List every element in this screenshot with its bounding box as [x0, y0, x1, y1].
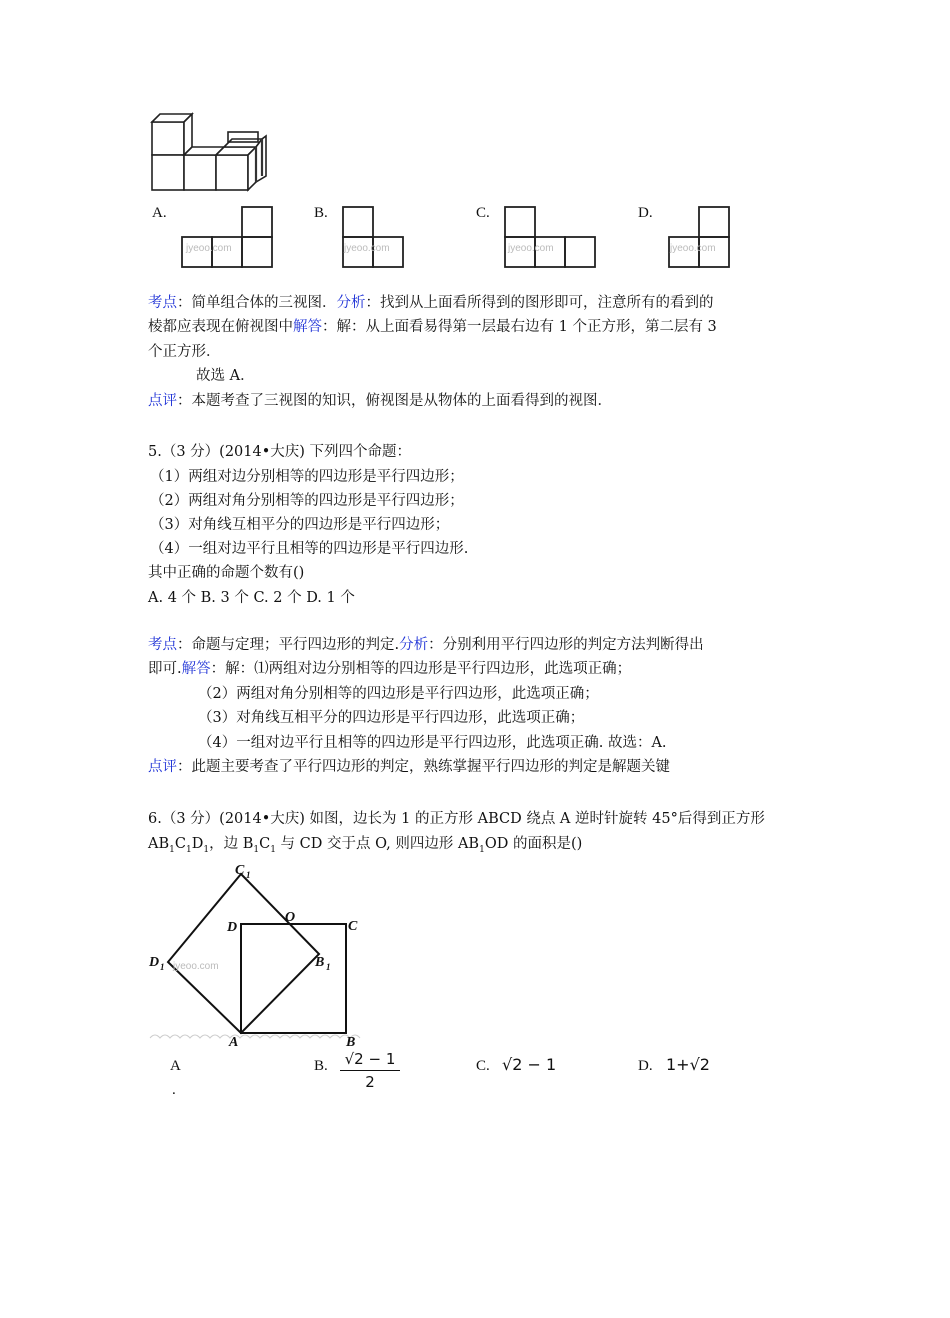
jieda-text: ：解：从上面看易得第一层最右边有 1 个正方形，第二层有 3: [322, 319, 717, 335]
dianping-text: ：本题考查了三视图的知识，俯视图是从物体的上面看得到的视图．: [177, 393, 612, 409]
q6-option-d-label: D.: [638, 1058, 653, 1074]
watermark: jyeoo.com: [173, 961, 219, 972]
kaodian-label: 考点: [148, 637, 177, 653]
label-c1: C: [235, 863, 245, 878]
q6-header-line-2: $AB_1C_1D_1$，边 $B_1C_1$ 与 CD 交于点 O, 则四边形 $AB_1OD$ 的面积是(): [148, 836, 583, 855]
label-b1: B: [315, 955, 325, 970]
q4-analysis-line-3: [148, 340, 221, 364]
label-o: O: [285, 910, 296, 925]
dianping-text: ：此题主要考查了平行四边形的判定，熟练掌握平行四边形的判定是解题关键: [177, 759, 670, 775]
q6-option-b-label: B.: [314, 1058, 328, 1074]
rotated-square-figure: [145, 862, 375, 1050]
fraction-numerator: √2 − 1: [340, 1050, 400, 1071]
svg-text:1: 1: [246, 870, 251, 880]
q5-jieda-line-2: （2）两组对角分别相等的四边形是平行四边形，此选项正确；: [198, 686, 599, 702]
svg-text:1: 1: [160, 962, 165, 972]
q5-item-2: （2）两组对角分别相等的四边形是平行四边形；: [150, 493, 464, 509]
label-c: C: [348, 919, 358, 934]
jieda-text-cont: 个正方形．: [148, 344, 221, 360]
label-d1: D: [149, 955, 160, 970]
q4-option-a-figure: [180, 206, 275, 271]
q4-option-b-label: B.: [314, 205, 328, 221]
fenxi-label: 分析: [399, 637, 429, 653]
q4-option-d-label: D.: [638, 205, 653, 221]
svg-text:1: 1: [326, 962, 331, 972]
kaodian-label: 考点: [148, 295, 177, 311]
q5-header: 5.（3 分）(2014•大庆) 下列四个命题：: [148, 444, 412, 460]
watermark: jyeoo.com: [508, 243, 554, 254]
fenxi-text: ：分别利用平行四边形的判定方法判断得出: [428, 637, 704, 653]
label-a: A: [229, 1035, 239, 1050]
q4-option-c-label: C.: [476, 205, 490, 221]
jieda-answer: 故选 A．: [196, 368, 255, 384]
q4-option-c-figure: [503, 206, 603, 271]
jieda-label: 解答: [293, 319, 322, 335]
label-d: D: [227, 920, 238, 935]
watermark: jyeoo.com: [186, 243, 232, 254]
fenxi-text-cont: 即可.: [148, 661, 182, 677]
cube-stack-figure: [150, 110, 280, 195]
q6-option-c-expr: √2 − 1: [502, 1055, 557, 1074]
fenxi-text: ：找到从上面看所得到的图形即可，注意所有的看到的: [365, 295, 714, 311]
label-b: B: [346, 1035, 356, 1050]
q5-analysis-line-2: [148, 657, 631, 681]
q4-option-b-figure: [341, 206, 411, 271]
q4-option-a-label: A.: [152, 205, 167, 221]
dianping-label: 点评: [148, 393, 177, 409]
jieda-text: ：解：⑴两组对边分别相等的四边形是平行四边形，此选项正确；: [210, 661, 632, 677]
kaodian-text: ：简单组合体的三视图．: [177, 295, 337, 311]
q5-analysis-line-1: [148, 633, 704, 657]
q6-option-d-expr: 1+√2: [666, 1055, 710, 1074]
dianping-label: 点评: [148, 759, 177, 775]
q6-option-c-label: C.: [476, 1058, 490, 1074]
q5-choices: A. 4 个 B. 3 个 C. 2 个 D. 1 个: [148, 590, 355, 606]
q6-option-a-dot: .: [172, 1082, 176, 1098]
q4-analysis-line-4: [196, 364, 255, 388]
q5-item-3: （3）对角线互相平分的四边形是平行四边形；: [150, 517, 450, 533]
q5-jieda-line-4: （4）一组对边平行且相等的四边形是平行四边形，此选项正确. 故选：A.: [198, 735, 667, 751]
fraction-denominator: 2: [365, 1073, 375, 1091]
q4-dianping-line: [148, 389, 612, 413]
q5-item-4: （4）一组对边平行且相等的四边形是平行四边形.: [150, 541, 469, 557]
q5-question: 其中正确的命题个数有(): [148, 565, 305, 581]
q5-item-1: （1）两组对边分别相等的四边形是平行四边形；: [150, 469, 464, 485]
jieda-label: 解答: [181, 661, 211, 677]
q4-analysis-line-1: [148, 291, 714, 315]
watermark: jyeoo.com: [344, 243, 390, 254]
q5-dianping-line: [148, 755, 670, 779]
q4-analysis-line-2: [148, 315, 717, 339]
q6-header-line-1: 6.（3 分）(2014•大庆) 如图，边长为 1 的正方形 ABCD 绕点 A 逆时针旋转 45°后得到正方形: [148, 811, 765, 827]
watermark: jyeoo.com: [670, 243, 716, 254]
q6-option-a-label: A: [170, 1058, 181, 1074]
q6-option-b-fraction: [340, 1050, 400, 1091]
q5-jieda-line-3: （3）对角线互相平分的四边形是平行四边形，此选项正确；: [198, 710, 585, 726]
kaodian-text: ：命题与定理；平行四边形的判定.: [177, 637, 400, 653]
fenxi-text-cont: 棱都应表现在俯视图中: [148, 319, 293, 335]
fenxi-label: 分析: [336, 295, 366, 311]
q4-option-d-figure: [667, 206, 737, 271]
